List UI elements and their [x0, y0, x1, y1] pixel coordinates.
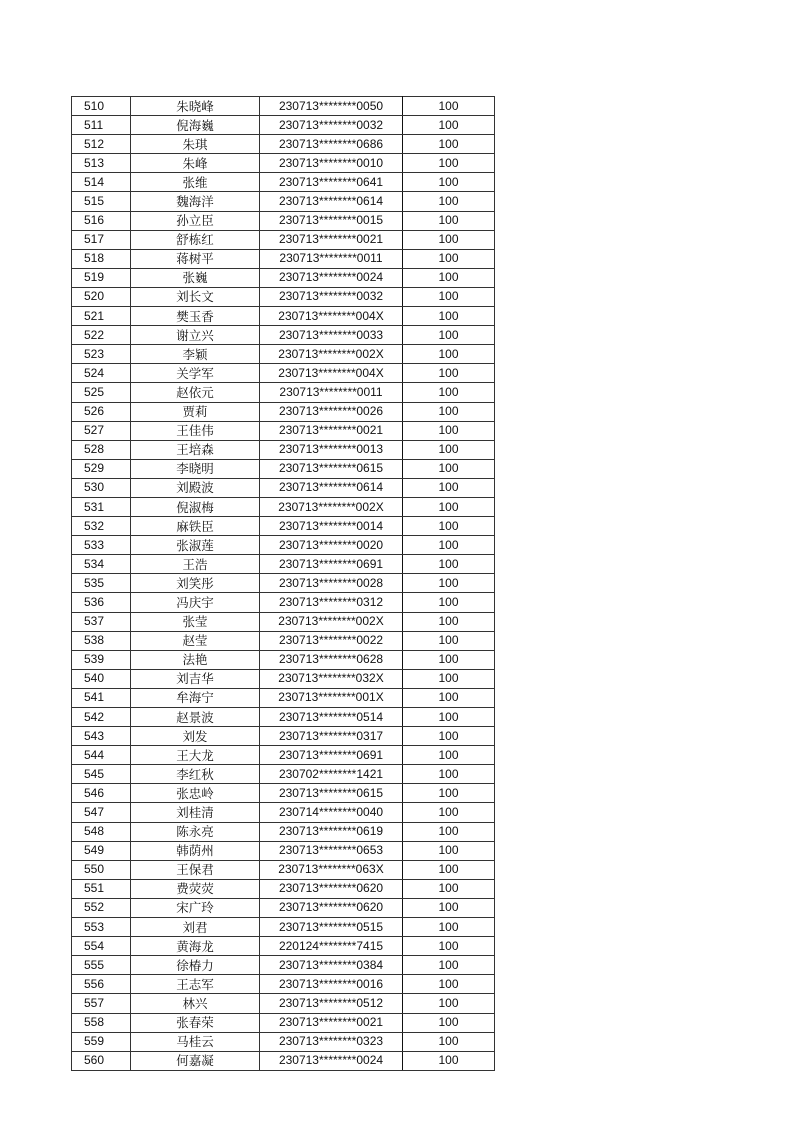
name-cell: 何嘉凝 — [131, 1051, 260, 1070]
id-number-cell: 230713********0021 — [260, 230, 403, 249]
name-cell: 麻铁臣 — [131, 517, 260, 536]
row-number-cell: 558 — [72, 1013, 131, 1032]
row-number-cell: 538 — [72, 631, 131, 650]
id-number-cell: 230713********0022 — [260, 631, 403, 650]
name-cell: 朱琪 — [131, 135, 260, 154]
row-number-cell: 516 — [72, 211, 131, 230]
name-cell: 宋广玲 — [131, 898, 260, 917]
id-number-cell: 230713********0615 — [260, 459, 403, 478]
table-row — [72, 918, 495, 937]
id-number-cell: 230713********002X — [260, 497, 403, 516]
score-cell: 100 — [403, 708, 495, 727]
score-cell: 100 — [403, 612, 495, 631]
name-cell: 马桂云 — [131, 1032, 260, 1051]
id-number-cell: 230713********0515 — [260, 918, 403, 937]
row-number-cell: 546 — [72, 784, 131, 803]
row-number-cell: 540 — [72, 669, 131, 688]
id-number-cell: 230713********0021 — [260, 421, 403, 440]
table-row — [72, 345, 495, 364]
name-cell: 赵莹 — [131, 631, 260, 650]
id-number-cell: 230713********0512 — [260, 994, 403, 1013]
name-cell: 贾莉 — [131, 402, 260, 421]
score-cell: 100 — [403, 249, 495, 268]
id-number-cell: 230713********0020 — [260, 536, 403, 555]
id-number-cell: 230713********0011 — [260, 383, 403, 402]
score-cell: 100 — [403, 402, 495, 421]
id-number-cell: 230702********1421 — [260, 765, 403, 784]
table-row — [72, 135, 495, 154]
score-cell: 100 — [403, 860, 495, 879]
table-row — [72, 459, 495, 478]
name-cell: 王志军 — [131, 975, 260, 994]
name-cell: 张淑莲 — [131, 536, 260, 555]
table-row — [72, 765, 495, 784]
table-row — [72, 574, 495, 593]
score-cell: 100 — [403, 765, 495, 784]
name-cell: 倪海巍 — [131, 116, 260, 135]
id-number-cell: 230713********001X — [260, 688, 403, 707]
row-number-cell: 534 — [72, 555, 131, 574]
score-cell: 100 — [403, 154, 495, 173]
row-number-cell: 536 — [72, 593, 131, 612]
score-cell: 100 — [403, 287, 495, 306]
name-cell: 孙立臣 — [131, 211, 260, 230]
row-number-cell: 548 — [72, 822, 131, 841]
id-number-cell: 230713********004X — [260, 307, 403, 326]
table-row — [72, 230, 495, 249]
name-cell: 李晓明 — [131, 459, 260, 478]
score-cell: 100 — [403, 192, 495, 211]
row-number-cell: 556 — [72, 975, 131, 994]
name-cell: 张维 — [131, 173, 260, 192]
table-row — [72, 192, 495, 211]
id-number-cell: 230713********0641 — [260, 173, 403, 192]
table-row — [72, 383, 495, 402]
score-cell: 100 — [403, 841, 495, 860]
table-row — [72, 326, 495, 345]
table-row — [72, 631, 495, 650]
name-cell: 李颖 — [131, 345, 260, 364]
row-number-cell: 555 — [72, 956, 131, 975]
row-number-cell: 511 — [72, 116, 131, 135]
row-number-cell: 513 — [72, 154, 131, 173]
id-number-cell: 230713********0011 — [260, 249, 403, 268]
table-row — [72, 860, 495, 879]
id-number-cell: 230713********0013 — [260, 440, 403, 459]
name-cell: 冯庆宇 — [131, 593, 260, 612]
score-cell: 100 — [403, 1051, 495, 1070]
score-cell: 100 — [403, 307, 495, 326]
row-number-cell: 515 — [72, 192, 131, 211]
score-cell: 100 — [403, 116, 495, 135]
id-number-cell: 230713********0014 — [260, 517, 403, 536]
row-number-cell: 512 — [72, 135, 131, 154]
id-number-cell: 230713********0024 — [260, 1051, 403, 1070]
table-row — [72, 898, 495, 917]
name-cell: 林兴 — [131, 994, 260, 1013]
id-number-cell: 230713********0514 — [260, 708, 403, 727]
name-cell: 蒋树平 — [131, 249, 260, 268]
row-number-cell: 544 — [72, 746, 131, 765]
name-cell: 朱峰 — [131, 154, 260, 173]
row-number-cell: 533 — [72, 536, 131, 555]
score-cell: 100 — [403, 459, 495, 478]
row-number-cell: 560 — [72, 1051, 131, 1070]
id-number-cell: 230713********0021 — [260, 1013, 403, 1032]
row-number-cell: 518 — [72, 249, 131, 268]
score-cell: 100 — [403, 688, 495, 707]
row-number-cell: 552 — [72, 898, 131, 917]
table-row — [72, 1032, 495, 1051]
score-cell: 100 — [403, 956, 495, 975]
table-row — [72, 287, 495, 306]
table-row — [72, 497, 495, 516]
table-row — [72, 116, 495, 135]
row-number-cell: 547 — [72, 803, 131, 822]
table-row — [72, 421, 495, 440]
score-cell: 100 — [403, 517, 495, 536]
name-cell: 韩荫州 — [131, 841, 260, 860]
table-row — [72, 440, 495, 459]
id-number-cell: 230713********0620 — [260, 879, 403, 898]
table-row — [72, 211, 495, 230]
score-cell: 100 — [403, 937, 495, 956]
id-number-cell: 230713********0619 — [260, 822, 403, 841]
name-cell: 赵景波 — [131, 708, 260, 727]
name-cell: 刘吉华 — [131, 669, 260, 688]
table-row — [72, 249, 495, 268]
score-cell: 100 — [403, 383, 495, 402]
row-number-cell: 510 — [72, 97, 131, 116]
id-number-cell: 230713********0010 — [260, 154, 403, 173]
name-cell: 樊玉香 — [131, 307, 260, 326]
score-cell: 100 — [403, 478, 495, 497]
name-cell: 牟海宁 — [131, 688, 260, 707]
score-cell: 100 — [403, 879, 495, 898]
score-cell: 100 — [403, 536, 495, 555]
row-number-cell: 532 — [72, 517, 131, 536]
row-number-cell: 542 — [72, 708, 131, 727]
id-number-cell: 230713********0024 — [260, 268, 403, 287]
table-row — [72, 536, 495, 555]
table-row — [72, 803, 495, 822]
table-row — [72, 841, 495, 860]
id-number-cell: 230713********063X — [260, 860, 403, 879]
score-cell: 100 — [403, 784, 495, 803]
id-number-cell: 230713********0015 — [260, 211, 403, 230]
name-cell: 舒栋红 — [131, 230, 260, 249]
row-number-cell: 559 — [72, 1032, 131, 1051]
row-number-cell: 520 — [72, 287, 131, 306]
name-cell: 倪淑梅 — [131, 497, 260, 516]
row-number-cell: 531 — [72, 497, 131, 516]
score-cell: 100 — [403, 230, 495, 249]
score-cell: 100 — [403, 345, 495, 364]
score-cell: 100 — [403, 555, 495, 574]
score-cell: 100 — [403, 918, 495, 937]
row-number-cell: 557 — [72, 994, 131, 1013]
id-number-cell: 230713********002X — [260, 612, 403, 631]
row-number-cell: 550 — [72, 860, 131, 879]
id-number-cell: 230713********0628 — [260, 650, 403, 669]
name-cell: 张春荣 — [131, 1013, 260, 1032]
row-number-cell: 514 — [72, 173, 131, 192]
table-row — [72, 97, 495, 116]
row-number-cell: 526 — [72, 402, 131, 421]
row-number-cell: 529 — [72, 459, 131, 478]
table-row — [72, 784, 495, 803]
id-number-cell: 230713********0691 — [260, 746, 403, 765]
id-number-cell: 230713********0312 — [260, 593, 403, 612]
table-row — [72, 364, 495, 383]
row-number-cell: 530 — [72, 478, 131, 497]
row-number-cell: 524 — [72, 364, 131, 383]
score-cell: 100 — [403, 803, 495, 822]
name-cell: 张忠岭 — [131, 784, 260, 803]
score-cell: 100 — [403, 1032, 495, 1051]
name-cell: 陈永亮 — [131, 822, 260, 841]
roster-table — [71, 96, 495, 1071]
id-number-cell: 230713********0323 — [260, 1032, 403, 1051]
id-number-cell: 230713********0384 — [260, 956, 403, 975]
id-number-cell: 230713********0033 — [260, 326, 403, 345]
score-cell: 100 — [403, 650, 495, 669]
table-row — [72, 669, 495, 688]
table-row — [72, 173, 495, 192]
name-cell: 费荧荧 — [131, 879, 260, 898]
score-cell: 100 — [403, 669, 495, 688]
id-number-cell: 230713********0691 — [260, 555, 403, 574]
table-row — [72, 650, 495, 669]
id-number-cell: 230713********004X — [260, 364, 403, 383]
row-number-cell: 551 — [72, 879, 131, 898]
table-row — [72, 612, 495, 631]
table-row — [72, 478, 495, 497]
score-cell: 100 — [403, 1013, 495, 1032]
id-number-cell: 230713********0016 — [260, 975, 403, 994]
id-number-cell: 230713********0686 — [260, 135, 403, 154]
score-cell: 100 — [403, 211, 495, 230]
table-row — [72, 994, 495, 1013]
id-number-cell: 230713********0317 — [260, 727, 403, 746]
id-number-cell: 230713********0028 — [260, 574, 403, 593]
table-row — [72, 822, 495, 841]
name-cell: 王保君 — [131, 860, 260, 879]
name-cell: 魏海洋 — [131, 192, 260, 211]
id-number-cell: 230713********0614 — [260, 478, 403, 497]
row-number-cell: 527 — [72, 421, 131, 440]
name-cell: 谢立兴 — [131, 326, 260, 345]
table-row — [72, 402, 495, 421]
table-row — [72, 1013, 495, 1032]
score-cell: 100 — [403, 97, 495, 116]
row-number-cell: 517 — [72, 230, 131, 249]
name-cell: 徐椿力 — [131, 956, 260, 975]
score-cell: 100 — [403, 135, 495, 154]
id-number-cell: 230713********0026 — [260, 402, 403, 421]
row-number-cell: 519 — [72, 268, 131, 287]
table-row — [72, 593, 495, 612]
name-cell: 王培森 — [131, 440, 260, 459]
id-number-cell: 230713********0615 — [260, 784, 403, 803]
name-cell: 刘笑彤 — [131, 574, 260, 593]
score-cell: 100 — [403, 975, 495, 994]
row-number-cell: 543 — [72, 727, 131, 746]
table-row — [72, 746, 495, 765]
table-row — [72, 517, 495, 536]
table-row — [72, 956, 495, 975]
score-cell: 100 — [403, 746, 495, 765]
id-number-cell: 230713********0032 — [260, 116, 403, 135]
id-number-cell: 230713********0614 — [260, 192, 403, 211]
row-number-cell: 521 — [72, 307, 131, 326]
score-cell: 100 — [403, 497, 495, 516]
name-cell: 王浩 — [131, 555, 260, 574]
table-row — [72, 937, 495, 956]
id-number-cell: 230713********0050 — [260, 97, 403, 116]
name-cell: 刘桂清 — [131, 803, 260, 822]
table-row — [72, 307, 495, 326]
name-cell: 关学军 — [131, 364, 260, 383]
score-cell: 100 — [403, 631, 495, 650]
row-number-cell: 523 — [72, 345, 131, 364]
row-number-cell: 525 — [72, 383, 131, 402]
row-number-cell: 554 — [72, 937, 131, 956]
name-cell: 王佳伟 — [131, 421, 260, 440]
score-cell: 100 — [403, 440, 495, 459]
table-row — [72, 1051, 495, 1070]
name-cell: 刘殿波 — [131, 478, 260, 497]
id-number-cell: 230713********0032 — [260, 287, 403, 306]
roster-table-body — [72, 97, 495, 1071]
score-cell: 100 — [403, 268, 495, 287]
id-number-cell: 230713********002X — [260, 345, 403, 364]
table-row — [72, 154, 495, 173]
name-cell: 刘君 — [131, 918, 260, 937]
name-cell: 法艳 — [131, 650, 260, 669]
score-cell: 100 — [403, 593, 495, 612]
id-number-cell: 230713********0653 — [260, 841, 403, 860]
row-number-cell: 539 — [72, 650, 131, 669]
name-cell: 李红秋 — [131, 765, 260, 784]
table-row — [72, 555, 495, 574]
id-number-cell: 230714********0040 — [260, 803, 403, 822]
score-cell: 100 — [403, 574, 495, 593]
table-row — [72, 975, 495, 994]
table-row — [72, 688, 495, 707]
row-number-cell: 528 — [72, 440, 131, 459]
row-number-cell: 545 — [72, 765, 131, 784]
row-number-cell: 537 — [72, 612, 131, 631]
row-number-cell: 553 — [72, 918, 131, 937]
row-number-cell: 522 — [72, 326, 131, 345]
name-cell: 黄海龙 — [131, 937, 260, 956]
id-number-cell: 220124********7415 — [260, 937, 403, 956]
id-number-cell: 230713********032X — [260, 669, 403, 688]
score-cell: 100 — [403, 727, 495, 746]
score-cell: 100 — [403, 994, 495, 1013]
name-cell: 刘发 — [131, 727, 260, 746]
name-cell: 朱晓峰 — [131, 97, 260, 116]
table-row — [72, 727, 495, 746]
row-number-cell: 535 — [72, 574, 131, 593]
score-cell: 100 — [403, 364, 495, 383]
table-row — [72, 268, 495, 287]
name-cell: 张莹 — [131, 612, 260, 631]
name-cell: 王大龙 — [131, 746, 260, 765]
table-row — [72, 879, 495, 898]
id-number-cell: 230713********0620 — [260, 898, 403, 917]
score-cell: 100 — [403, 173, 495, 192]
score-cell: 100 — [403, 421, 495, 440]
score-cell: 100 — [403, 898, 495, 917]
score-cell: 100 — [403, 326, 495, 345]
name-cell: 张巍 — [131, 268, 260, 287]
row-number-cell: 541 — [72, 688, 131, 707]
score-cell: 100 — [403, 822, 495, 841]
name-cell: 赵依元 — [131, 383, 260, 402]
name-cell: 刘长文 — [131, 287, 260, 306]
table-row — [72, 708, 495, 727]
row-number-cell: 549 — [72, 841, 131, 860]
